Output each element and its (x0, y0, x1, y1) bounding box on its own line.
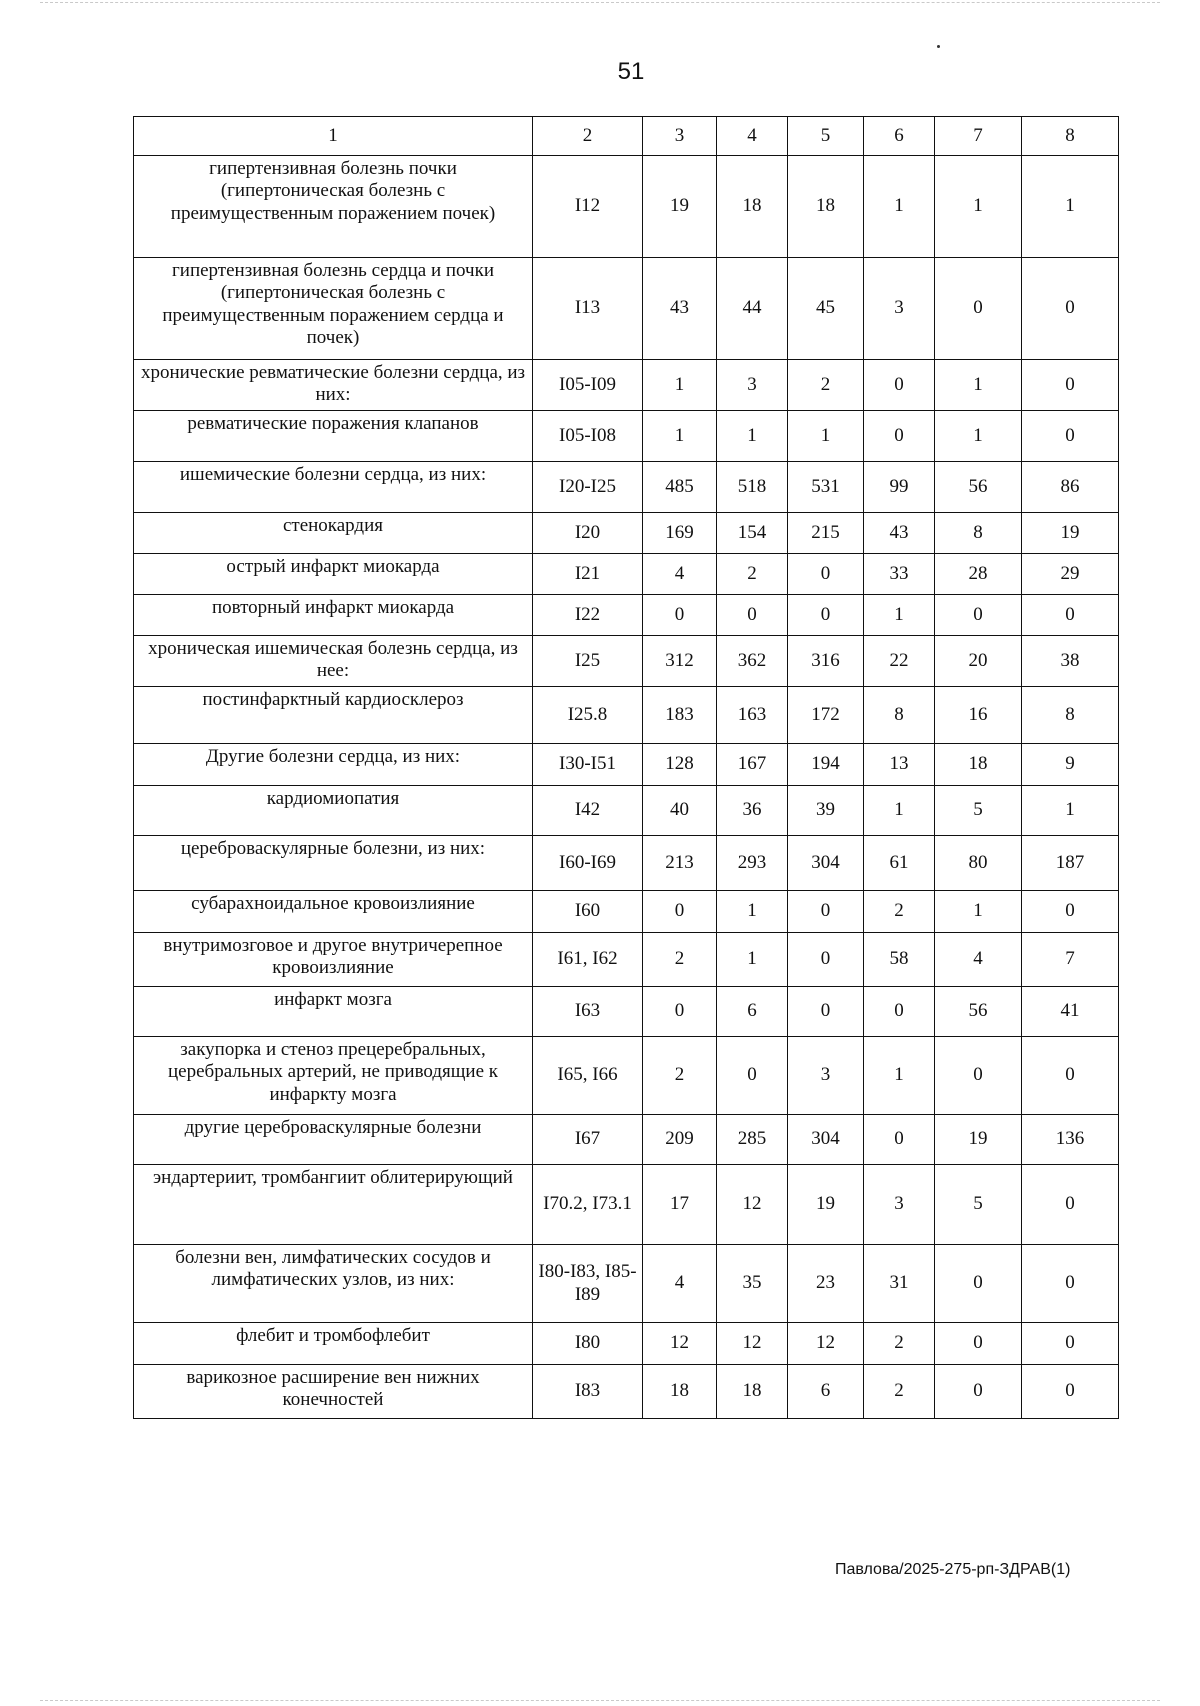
table-row (134, 554, 1119, 595)
value-cell-col-4: 18 (717, 156, 788, 258)
table-row (134, 156, 1119, 258)
disease-name-cell: закупорка и стеноз прецеребральных, церебральных артерий, не приводящие к инфаркту мозга (134, 1037, 533, 1115)
value-cell-col-7: 5 (935, 1165, 1022, 1245)
icd-code-cell: I25.8 (533, 687, 643, 744)
value-cell-col-6: 99 (864, 462, 935, 513)
icd-code-cell: I65, I66 (533, 1037, 643, 1115)
disease-name-cell: ревматические поражения клапанов (134, 411, 533, 462)
value-cell-col-8: 0 (1022, 411, 1119, 462)
value-cell-col-5: 45 (788, 258, 864, 360)
value-cell-col-4: 0 (717, 1037, 788, 1115)
value-cell-col-8: 86 (1022, 462, 1119, 513)
value-cell-col-8: 0 (1022, 360, 1119, 411)
disease-name-cell: ишемические болезни сердца, из них: (134, 462, 533, 513)
value-cell-col-7: 1 (935, 411, 1022, 462)
value-cell-col-4: 0 (717, 595, 788, 636)
value-cell-col-4: 285 (717, 1115, 788, 1165)
table-row (134, 360, 1119, 411)
table-row (134, 744, 1119, 786)
value-cell-col-7: 20 (935, 636, 1022, 687)
disease-name-cell: другие цереброваскулярные болезни (134, 1115, 533, 1165)
value-cell-col-4: 1 (717, 411, 788, 462)
disease-name-cell: Другие болезни сердца, из них: (134, 744, 533, 786)
value-cell-col-5: 304 (788, 1115, 864, 1165)
table-row (134, 933, 1119, 987)
value-cell-col-3: 4 (643, 554, 717, 595)
value-cell-col-3: 312 (643, 636, 717, 687)
disease-name-cell: флебит и тромбофлебит (134, 1323, 533, 1365)
value-cell-col-6: 0 (864, 987, 935, 1037)
icd-code-cell: I20 (533, 513, 643, 554)
table-row (134, 786, 1119, 836)
value-cell-col-3: 183 (643, 687, 717, 744)
value-cell-col-6: 61 (864, 836, 935, 891)
value-cell-col-5: 0 (788, 933, 864, 987)
value-cell-col-3: 0 (643, 891, 717, 933)
table-row (134, 836, 1119, 891)
icd-code-cell: I67 (533, 1115, 643, 1165)
value-cell-col-8: 1 (1022, 156, 1119, 258)
value-cell-col-7: 56 (935, 462, 1022, 513)
icd-code-cell: I83 (533, 1365, 643, 1419)
value-cell-col-3: 1 (643, 360, 717, 411)
disease-name-cell: эндартериит, тромбангиит облитерирующий (134, 1165, 533, 1245)
value-cell-col-6: 1 (864, 595, 935, 636)
value-cell-col-8: 0 (1022, 891, 1119, 933)
column-number-header: 4 (717, 117, 788, 156)
value-cell-col-8: 19 (1022, 513, 1119, 554)
value-cell-col-4: 1 (717, 933, 788, 987)
value-cell-col-6: 0 (864, 360, 935, 411)
icd-code-cell: I05-I09 (533, 360, 643, 411)
table-row (134, 462, 1119, 513)
scan-speck (937, 45, 940, 48)
value-cell-col-8: 0 (1022, 1365, 1119, 1419)
value-cell-col-6: 0 (864, 411, 935, 462)
icd-code-cell: I63 (533, 987, 643, 1037)
disease-name-cell: стенокардия (134, 513, 533, 554)
disease-name-cell: инфаркт мозга (134, 987, 533, 1037)
value-cell-col-6: 2 (864, 1323, 935, 1365)
table-row (134, 411, 1119, 462)
icd-code-cell: I80-I83, I85-I89 (533, 1245, 643, 1323)
value-cell-col-4: 12 (717, 1323, 788, 1365)
icd-code-cell: I60-I69 (533, 836, 643, 891)
value-cell-col-3: 43 (643, 258, 717, 360)
value-cell-col-3: 0 (643, 987, 717, 1037)
value-cell-col-4: 3 (717, 360, 788, 411)
value-cell-col-4: 44 (717, 258, 788, 360)
value-cell-col-3: 213 (643, 836, 717, 891)
value-cell-col-7: 1 (935, 891, 1022, 933)
scan-edge-top (40, 2, 1160, 4)
value-cell-col-4: 18 (717, 1365, 788, 1419)
value-cell-col-4: 6 (717, 987, 788, 1037)
value-cell-col-8: 136 (1022, 1115, 1119, 1165)
value-cell-col-3: 17 (643, 1165, 717, 1245)
value-cell-col-7: 56 (935, 987, 1022, 1037)
table-row (134, 595, 1119, 636)
value-cell-col-3: 1 (643, 411, 717, 462)
icd-code-cell: I13 (533, 258, 643, 360)
value-cell-col-4: 1 (717, 891, 788, 933)
value-cell-col-7: 0 (935, 1323, 1022, 1365)
value-cell-col-3: 209 (643, 1115, 717, 1165)
table-row (134, 891, 1119, 933)
value-cell-col-4: 518 (717, 462, 788, 513)
value-cell-col-7: 19 (935, 1115, 1022, 1165)
value-cell-col-3: 12 (643, 1323, 717, 1365)
value-cell-col-6: 2 (864, 1365, 935, 1419)
document-reference: Павлова/2025-275-рп-ЗДРАВ(1) (835, 1561, 1071, 1578)
value-cell-col-8: 7 (1022, 933, 1119, 987)
value-cell-col-5: 304 (788, 836, 864, 891)
value-cell-col-5: 215 (788, 513, 864, 554)
disease-name-cell: постинфарктный кардиосклероз (134, 687, 533, 744)
value-cell-col-4: 362 (717, 636, 788, 687)
column-number-header: 6 (864, 117, 935, 156)
table-row (134, 987, 1119, 1037)
value-cell-col-7: 16 (935, 687, 1022, 744)
value-cell-col-6: 8 (864, 687, 935, 744)
value-cell-col-3: 4 (643, 1245, 717, 1323)
value-cell-col-6: 2 (864, 891, 935, 933)
icd-code-cell: I05-I08 (533, 411, 643, 462)
value-cell-col-4: 167 (717, 744, 788, 786)
value-cell-col-8: 0 (1022, 258, 1119, 360)
value-cell-col-6: 33 (864, 554, 935, 595)
value-cell-col-4: 154 (717, 513, 788, 554)
value-cell-col-5: 531 (788, 462, 864, 513)
value-cell-col-6: 1 (864, 1037, 935, 1115)
table-row (134, 636, 1119, 687)
disease-name-cell: хроническая ишемическая болезнь сердца, из нее: (134, 636, 533, 687)
value-cell-col-5: 6 (788, 1365, 864, 1419)
column-number-header: 2 (533, 117, 643, 156)
icd-code-cell: I21 (533, 554, 643, 595)
value-cell-col-5: 0 (788, 554, 864, 595)
value-cell-col-7: 18 (935, 744, 1022, 786)
disease-name-cell: субарахноидальное кровоизлияние (134, 891, 533, 933)
page-number: 51 (617, 58, 645, 85)
icd-code-cell: I70.2, I73.1 (533, 1165, 643, 1245)
value-cell-col-8: 0 (1022, 1165, 1119, 1245)
table-row (134, 1115, 1119, 1165)
statistics-table (133, 116, 1119, 1419)
value-cell-col-3: 128 (643, 744, 717, 786)
value-cell-col-8: 187 (1022, 836, 1119, 891)
column-number-header: 1 (134, 117, 533, 156)
disease-name-cell: болезни вен, лимфатических сосудов и лимфатических узлов, из них: (134, 1245, 533, 1323)
value-cell-col-5: 19 (788, 1165, 864, 1245)
value-cell-col-5: 2 (788, 360, 864, 411)
table-header-row (134, 117, 1119, 156)
table-row (134, 1323, 1119, 1365)
value-cell-col-7: 0 (935, 258, 1022, 360)
value-cell-col-4: 2 (717, 554, 788, 595)
value-cell-col-4: 12 (717, 1165, 788, 1245)
value-cell-col-5: 316 (788, 636, 864, 687)
value-cell-col-6: 22 (864, 636, 935, 687)
value-cell-col-8: 0 (1022, 595, 1119, 636)
value-cell-col-6: 1 (864, 156, 935, 258)
value-cell-col-3: 0 (643, 595, 717, 636)
value-cell-col-8: 8 (1022, 687, 1119, 744)
disease-name-cell: хронические ревматические болезни сердца, из них: (134, 360, 533, 411)
value-cell-col-7: 1 (935, 156, 1022, 258)
value-cell-col-4: 36 (717, 786, 788, 836)
value-cell-col-8: 29 (1022, 554, 1119, 595)
value-cell-col-8: 0 (1022, 1037, 1119, 1115)
icd-code-cell: I61, I62 (533, 933, 643, 987)
disease-name-cell: гипертензивная болезнь почки (гипертоническая болезнь с преимущественным поражением почек) (134, 156, 533, 258)
icd-code-cell: I30-I51 (533, 744, 643, 786)
value-cell-col-7: 1 (935, 360, 1022, 411)
value-cell-col-7: 0 (935, 1037, 1022, 1115)
value-cell-col-8: 0 (1022, 1245, 1119, 1323)
value-cell-col-8: 0 (1022, 1323, 1119, 1365)
scan-edge-bottom (40, 1700, 1160, 1702)
table-row (134, 258, 1119, 360)
table-row (134, 1245, 1119, 1323)
value-cell-col-5: 0 (788, 595, 864, 636)
icd-code-cell: I20-I25 (533, 462, 643, 513)
column-number-header: 7 (935, 117, 1022, 156)
value-cell-col-8: 41 (1022, 987, 1119, 1037)
disease-name-cell: повторный инфаркт миокарда (134, 595, 533, 636)
value-cell-col-3: 2 (643, 933, 717, 987)
disease-name-cell: цереброваскулярные болезни, из них: (134, 836, 533, 891)
icd-code-cell: I12 (533, 156, 643, 258)
icd-code-cell: I42 (533, 786, 643, 836)
value-cell-col-5: 23 (788, 1245, 864, 1323)
value-cell-col-7: 4 (935, 933, 1022, 987)
value-cell-col-6: 58 (864, 933, 935, 987)
value-cell-col-4: 163 (717, 687, 788, 744)
value-cell-col-5: 172 (788, 687, 864, 744)
disease-name-cell: кардиомиопатия (134, 786, 533, 836)
value-cell-col-6: 3 (864, 258, 935, 360)
value-cell-col-7: 0 (935, 1365, 1022, 1419)
column-number-header: 8 (1022, 117, 1119, 156)
value-cell-col-5: 12 (788, 1323, 864, 1365)
disease-name-cell: внутримозговое и другое внутричерепное кровоизлияние (134, 933, 533, 987)
value-cell-col-8: 9 (1022, 744, 1119, 786)
value-cell-col-3: 2 (643, 1037, 717, 1115)
value-cell-col-3: 169 (643, 513, 717, 554)
value-cell-col-5: 39 (788, 786, 864, 836)
icd-code-cell: I22 (533, 595, 643, 636)
value-cell-col-7: 8 (935, 513, 1022, 554)
table-row (134, 1365, 1119, 1419)
value-cell-col-3: 18 (643, 1365, 717, 1419)
value-cell-col-8: 1 (1022, 786, 1119, 836)
value-cell-col-6: 3 (864, 1165, 935, 1245)
value-cell-col-7: 5 (935, 786, 1022, 836)
icd-code-cell: I80 (533, 1323, 643, 1365)
disease-name-cell: острый инфаркт миокарда (134, 554, 533, 595)
value-cell-col-3: 19 (643, 156, 717, 258)
value-cell-col-5: 1 (788, 411, 864, 462)
disease-name-cell: варикозное расширение вен нижних конечностей (134, 1365, 533, 1419)
value-cell-col-6: 31 (864, 1245, 935, 1323)
value-cell-col-6: 1 (864, 786, 935, 836)
table-row (134, 1165, 1119, 1245)
value-cell-col-5: 194 (788, 744, 864, 786)
column-number-header: 5 (788, 117, 864, 156)
value-cell-col-7: 80 (935, 836, 1022, 891)
value-cell-col-5: 0 (788, 891, 864, 933)
column-number-header: 3 (643, 117, 717, 156)
value-cell-col-3: 485 (643, 462, 717, 513)
icd-code-cell: I25 (533, 636, 643, 687)
disease-name-cell: гипертензивная болезнь сердца и почки (гипертоническая болезнь с преимущественным поражением сердца и почек) (134, 258, 533, 360)
table-row (134, 687, 1119, 744)
value-cell-col-5: 18 (788, 156, 864, 258)
value-cell-col-6: 0 (864, 1115, 935, 1165)
value-cell-col-5: 0 (788, 987, 864, 1037)
value-cell-col-7: 0 (935, 1245, 1022, 1323)
table-row (134, 513, 1119, 554)
value-cell-col-6: 43 (864, 513, 935, 554)
value-cell-col-4: 293 (717, 836, 788, 891)
value-cell-col-8: 38 (1022, 636, 1119, 687)
value-cell-col-6: 13 (864, 744, 935, 786)
value-cell-col-3: 40 (643, 786, 717, 836)
table-row (134, 1037, 1119, 1115)
value-cell-col-5: 3 (788, 1037, 864, 1115)
value-cell-col-7: 28 (935, 554, 1022, 595)
icd-code-cell: I60 (533, 891, 643, 933)
value-cell-col-7: 0 (935, 595, 1022, 636)
value-cell-col-4: 35 (717, 1245, 788, 1323)
